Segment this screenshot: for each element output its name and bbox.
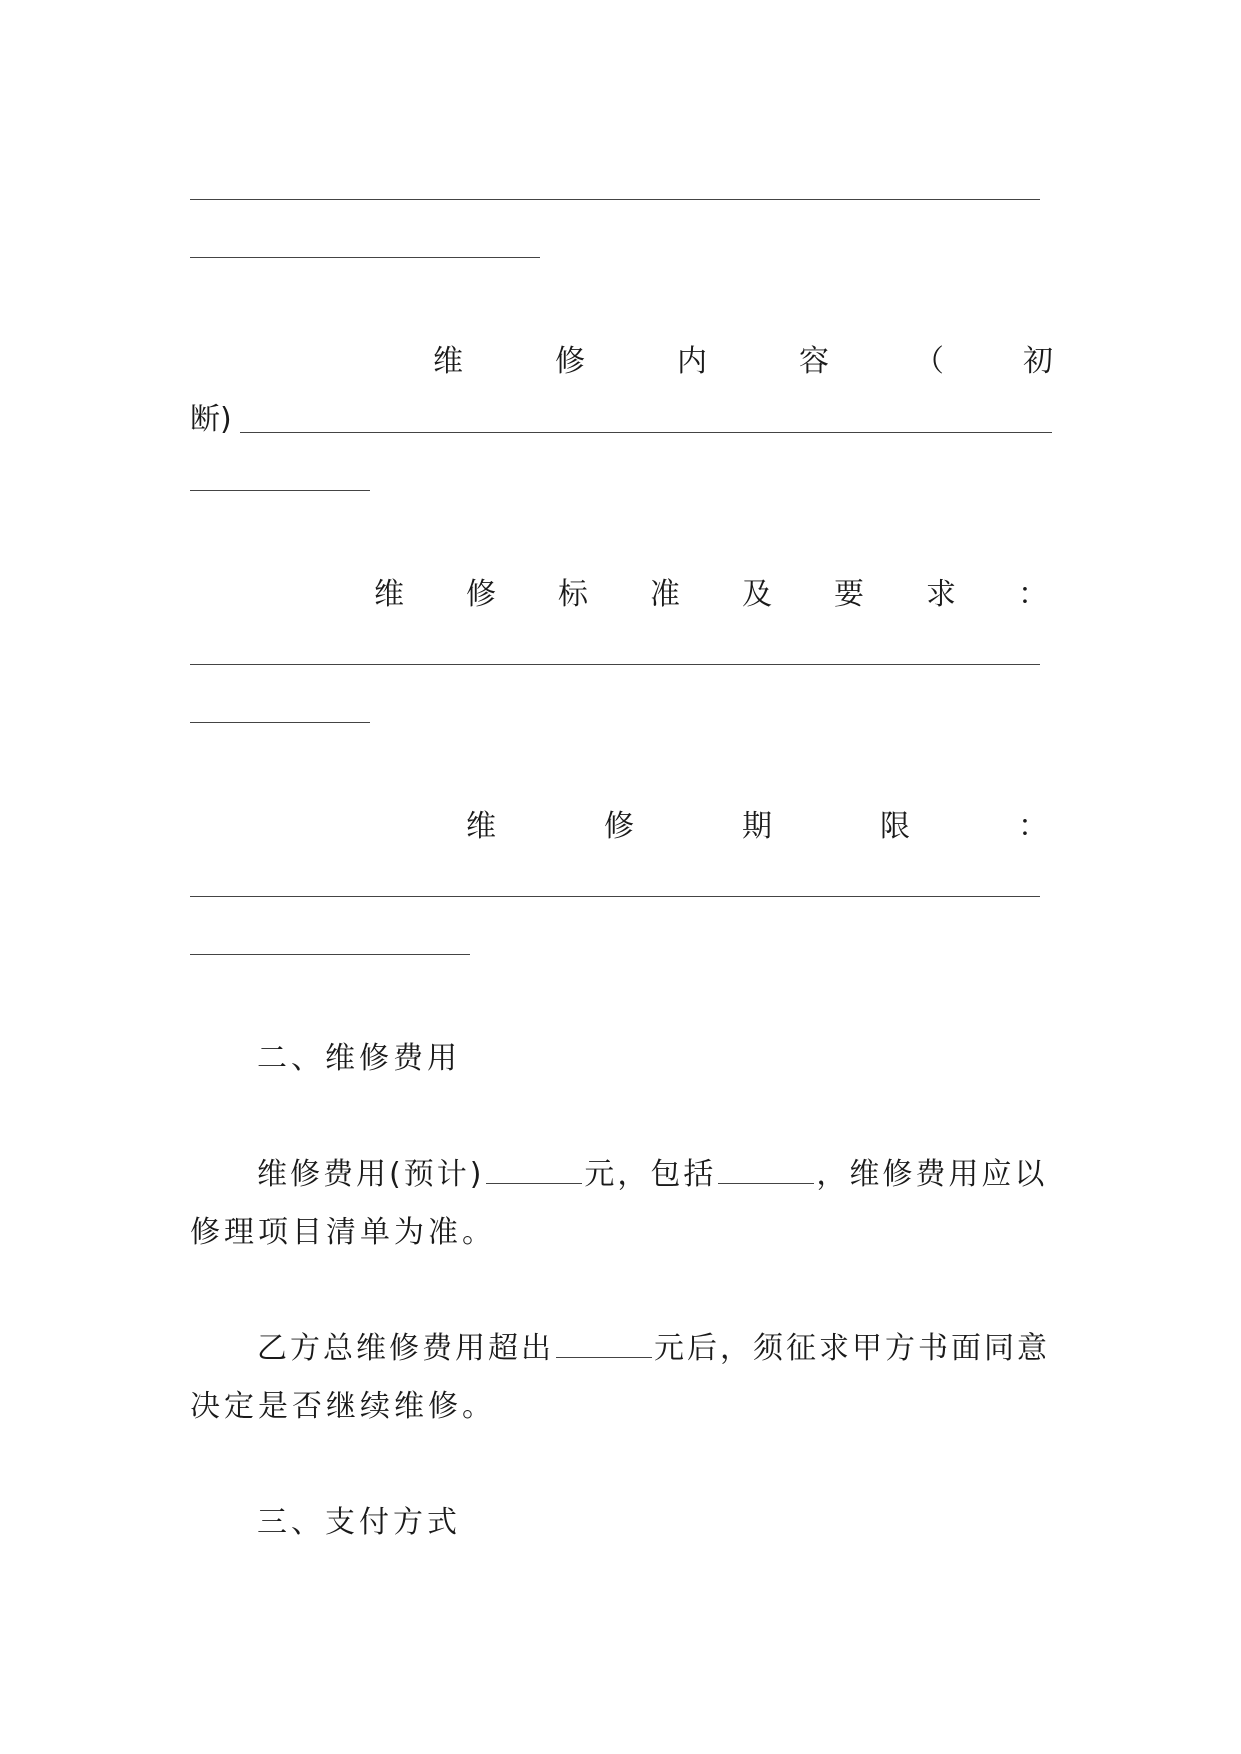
fill-line xyxy=(190,490,370,491)
text-segment: 元，包括 xyxy=(584,1157,717,1192)
label-char: 维 xyxy=(433,344,463,379)
fill-line xyxy=(190,722,370,723)
label-char: 期 xyxy=(742,809,772,844)
blank-limit-field[interactable] xyxy=(556,1331,652,1358)
label-char: （ xyxy=(914,344,944,379)
label-char: 维 xyxy=(466,809,496,844)
blank-amount-field[interactable] xyxy=(486,1157,582,1184)
label-char: ： xyxy=(1018,809,1048,844)
text-segment: 元后，须征求甲方书面同意 xyxy=(654,1331,1050,1366)
label-char: 修 xyxy=(466,577,496,612)
text-segment: ，维修费用应以 xyxy=(816,1157,1048,1192)
overrun-paragraph-line2: 决定是否继续维修。 xyxy=(190,1389,496,1424)
fill-line xyxy=(190,199,1040,200)
text-segment: 乙方总维修费用超出 xyxy=(257,1331,554,1366)
label-char: 准 xyxy=(650,577,680,612)
repair-content-label-cont: 断) xyxy=(190,402,232,437)
label-char: 及 xyxy=(742,577,772,612)
label-char: 要 xyxy=(834,577,864,612)
label-char: 容 xyxy=(799,344,829,379)
fill-line xyxy=(190,257,540,258)
label-char: 初 xyxy=(1023,344,1053,379)
section-heading: 二、维修费用 xyxy=(257,1041,461,1076)
fill-line xyxy=(190,896,1040,897)
label-char: ： xyxy=(1018,577,1048,612)
label-char: 维 xyxy=(374,577,404,612)
overrun-paragraph-line1 xyxy=(257,1331,1050,1367)
label-char: 标 xyxy=(558,577,588,612)
fill-line xyxy=(240,432,1052,433)
label-char: 求 xyxy=(926,577,956,612)
label-char: 内 xyxy=(677,344,707,379)
fill-line xyxy=(190,664,1040,665)
blank-includes-field[interactable] xyxy=(718,1157,814,1184)
section-heading: 三、支付方式 xyxy=(257,1505,461,1540)
text-segment: 维修费用(预计) xyxy=(257,1157,485,1192)
label-char: 限 xyxy=(880,809,910,844)
label-char: 修 xyxy=(555,344,585,379)
cost-paragraph-line2: 修理项目清单为准。 xyxy=(190,1215,496,1250)
cost-paragraph-line1 xyxy=(257,1157,1047,1193)
label-char: 修 xyxy=(604,809,634,844)
fill-line xyxy=(190,954,470,955)
